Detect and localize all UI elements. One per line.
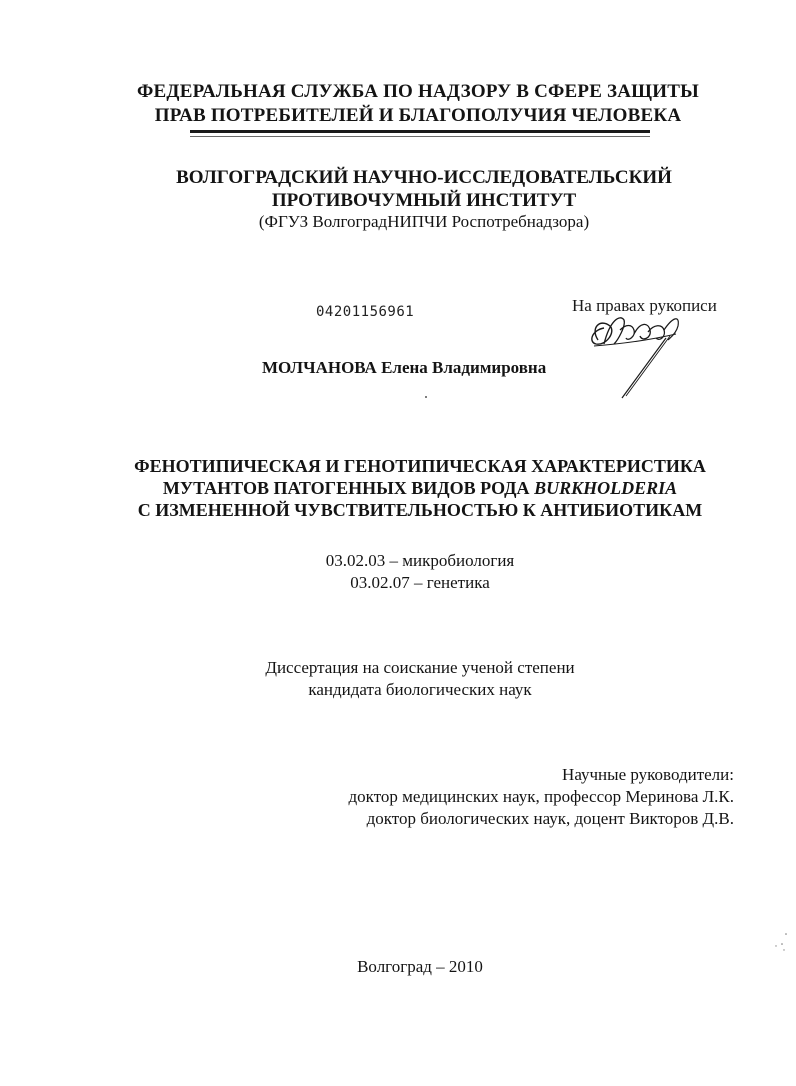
degree-line-1: Диссертация на соискание ученой степени [265,658,575,677]
supervisors-block [349,764,734,830]
institute-name-line-2: ПРОТИВОЧУМНЫЙ ИНСТИТУТ [271,190,577,211]
degree-line-2: кандидата биологических наук [308,680,532,699]
city-and-year: Волгоград – 2010 [357,957,483,976]
title-line-2 [22,477,796,499]
scan-speck [425,396,427,398]
title-line-3: С ИЗМЕНЕННОЙ ЧУВСТВИТЕЛЬНОСТЬЮ К АНТИБИОТИКАМ [137,500,703,520]
header-divider-thin [190,136,650,137]
title-line-2-prefix: МУТАНТОВ ПАТОГЕННЫХ ВИДОВ РОДА [162,478,535,498]
org-name-line-2: ПРАВ ПОТРЕБИТЕЛЕЙ И БЛАГОПОЛУЧИЯ ЧЕЛОВЕКА [154,105,682,126]
specialty-item: 03.02.03 – микробиология [325,551,515,570]
manuscript-rights-note: На правах рукописи [572,296,717,315]
specialty-item: 03.02.07 – генетика [350,573,490,592]
specialty-codes [22,550,796,594]
header-divider-thick [190,130,650,133]
institute-abbreviation: (ФГУЗ ВолгоградНИПЧИ Роспотребнадзора) [258,212,590,231]
institute-name [26,166,796,212]
institute-name-line-1: ВОЛГОГРАДСКИЙ НАУЧНО-ИССЛЕДОВАТЕЛЬСКИЙ [176,167,672,188]
organization-header [20,80,796,128]
supervisor-item: доктор биологических наук, доцент Викторов Д.В. [366,809,734,828]
degree-statement [22,657,796,701]
org-name-line-1: ФЕДЕРАЛЬНАЯ СЛУЖБА ПО НАДЗОРУ В СФЕРЕ ЗАЩИТЫ [137,81,699,102]
genus-name: BURKHOLDERIA [534,478,678,498]
scan-artifact-marks [772,930,792,960]
handwritten-signature [580,300,690,400]
catalog-number: 04201156961 [316,304,415,320]
supervisors-heading: Научные руководители: [562,765,734,784]
author-name: МОЛЧАНОВА Елена Владимировна [262,358,547,377]
dissertation-title [22,455,796,521]
title-line-1: ФЕНОТИПИЧЕСКАЯ И ГЕНОТИПИЧЕСКАЯ ХАРАКТЕРИСТИКА [134,456,706,476]
supervisor-item: доктор медицинских наук, профессор Меринова Л.К. [348,787,734,806]
